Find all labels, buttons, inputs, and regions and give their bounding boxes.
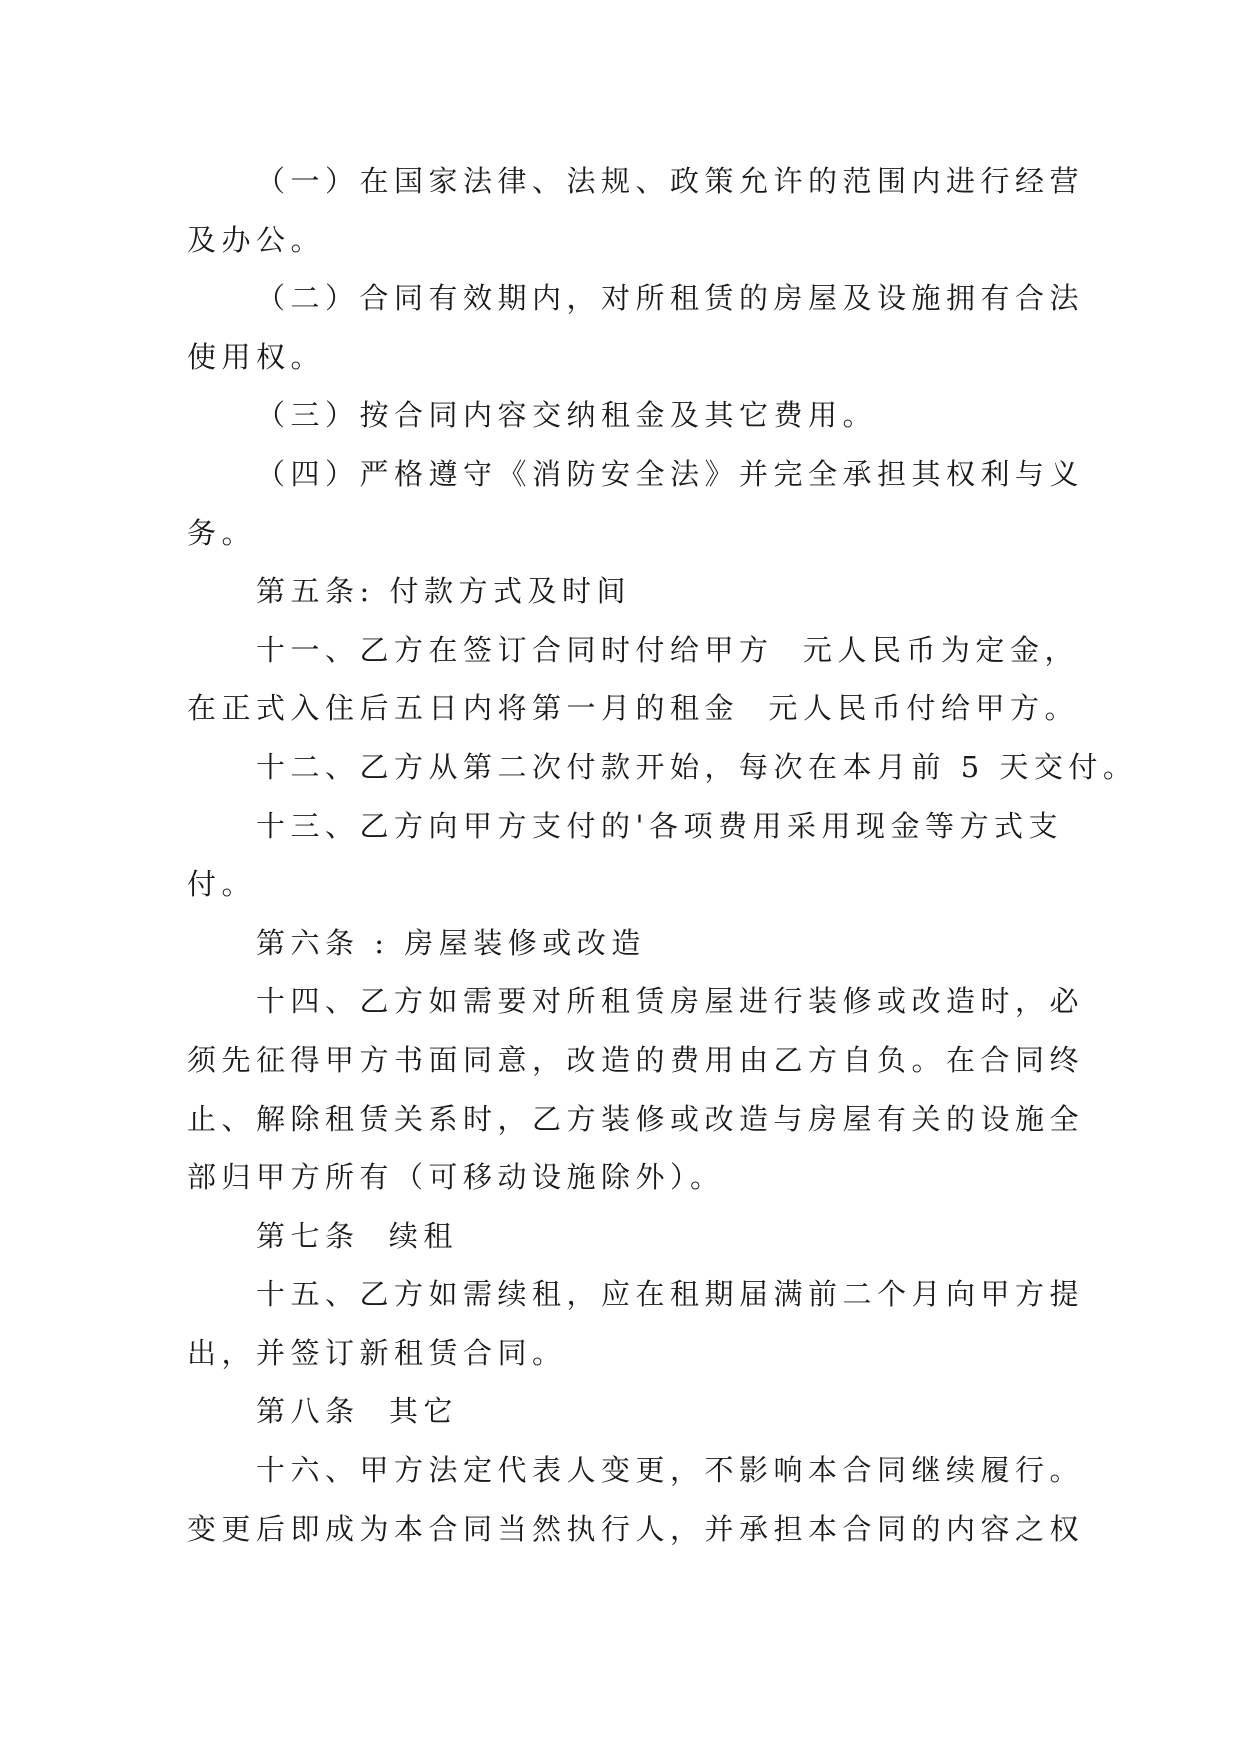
section-heading-6 bbox=[187, 914, 1057, 973]
paragraph-1 bbox=[187, 152, 1085, 269]
text-line: 止、解除租赁关系时，乙方装修或改造与房屋有关的设施全 bbox=[187, 1101, 1085, 1136]
document-body bbox=[187, 152, 1138, 1558]
text-line: （四）严格遵守《消防安全法》并完全承担其权利与义 bbox=[256, 456, 1085, 491]
text-line: 第七条 续租 bbox=[256, 1218, 458, 1253]
text-line: 十三、乙方向甲方支付的'各项费用采用现金等方式支 bbox=[256, 808, 1063, 843]
paragraph-3 bbox=[187, 386, 1057, 445]
text-line: 十六、甲方法定代表人变更，不影响本合同继续履行。 bbox=[256, 1453, 1085, 1488]
text-line: （二）合同有效期内，对所租赁的房屋及设施拥有合法 bbox=[256, 281, 1085, 316]
text-line: 十五、乙方如需续租，应在租期届满前二个月向甲方提 bbox=[256, 1277, 1085, 1312]
text-line: 付。 bbox=[187, 867, 257, 902]
text-line: 出，并签订新租赁合同。 bbox=[187, 1335, 567, 1370]
clause-11 bbox=[187, 621, 1079, 738]
clause-16 bbox=[187, 1441, 1085, 1558]
text-line: （一）在国家法律、法规、政策允许的范围内进行经营 bbox=[256, 164, 1085, 198]
text-line: 十一、乙方在签订合同时付给甲方 元人民币为定金， bbox=[256, 632, 1079, 667]
text-line: 十二、乙方从第二次付款开始，每次在本月前 5 天交付。 bbox=[256, 749, 1138, 784]
text-line: 及办公。 bbox=[187, 222, 326, 257]
text-line: 第八条 其它 bbox=[256, 1394, 458, 1429]
text-line: 须先征得甲方书面同意，改造的费用由乙方自负。在合同终 bbox=[187, 1042, 1085, 1077]
paragraph-2 bbox=[187, 269, 1085, 386]
text-line: 使用权。 bbox=[187, 339, 326, 374]
clause-15 bbox=[187, 1265, 1085, 1382]
clause-13 bbox=[187, 797, 1063, 914]
section-heading-5 bbox=[187, 562, 1057, 621]
section-heading-7 bbox=[187, 1207, 1057, 1266]
text-line: 务。 bbox=[187, 515, 257, 550]
clause-12 bbox=[187, 738, 1138, 797]
text-line: 第六条 : 房屋装修或改造 bbox=[256, 925, 646, 960]
paragraph-4 bbox=[187, 445, 1085, 562]
text-line: （三）按合同内容交纳租金及其它费用。 bbox=[256, 398, 878, 433]
clause-14 bbox=[187, 972, 1085, 1206]
text-line: 变更后即成为本合同当然执行人，并承担本合同的内容之权 bbox=[187, 1511, 1085, 1546]
text-line: 第五条: 付款方式及时间 bbox=[256, 574, 631, 609]
text-line: 十四、乙方如需要对所租赁房屋进行装修或改造时，必 bbox=[256, 984, 1085, 1019]
text-line: 部归甲方所有（可移动设施除外）。 bbox=[187, 1160, 725, 1195]
section-heading-8 bbox=[187, 1382, 1057, 1441]
text-line: 在正式入住后五日内将第一月的租金 元人民币付给甲方。 bbox=[187, 691, 1079, 726]
